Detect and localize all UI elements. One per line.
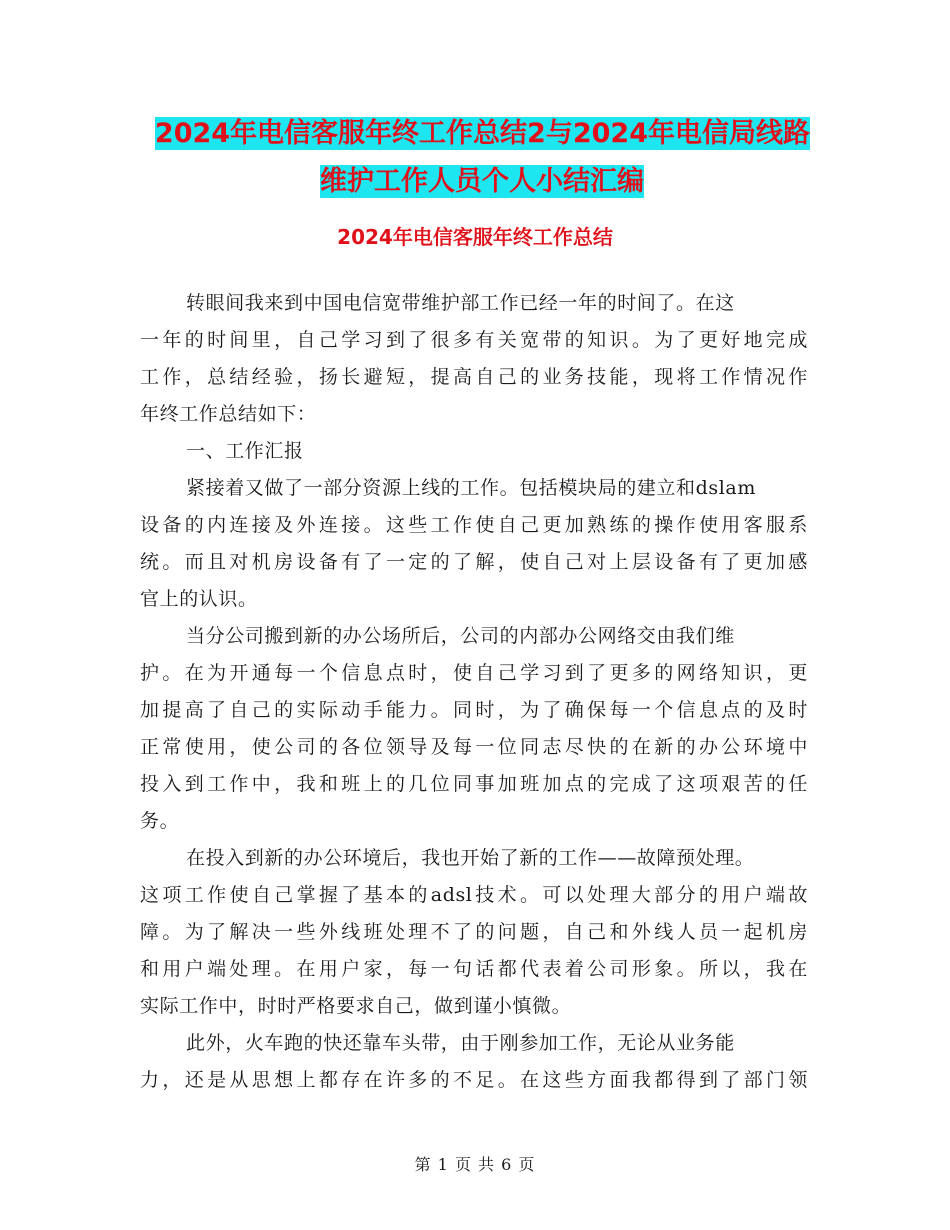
document-title bbox=[140, 112, 810, 204]
text-line: 此外，火车跑的快还靠车头带，由于刚参加工作，无论从业务能 bbox=[186, 1032, 735, 1054]
text-line: 投入到工作中，我和班上的几位同事加班加点的完成了这项艰苦的任 bbox=[140, 773, 808, 795]
text-line: 一年的时间里，自己学习到了很多有关宽带的知识。为了更好地完成 bbox=[140, 329, 808, 351]
text-line: 这项工作使自己掌握了基本的adsl技术。可以处理大部分的用户端故 bbox=[140, 884, 808, 906]
text-line: 实际工作中，时时严格要求自己，做到谨小慎微。 bbox=[140, 995, 572, 1017]
title-line-1: 2024年电信客服年终工作总结2与2024年电信局线路 bbox=[154, 118, 810, 149]
text-line: 护。在为开通每一个信息点时，使自己学习到了更多的网络知识，更 bbox=[140, 662, 808, 684]
text-line: 障。为了解决一些外线班处理不了的问题，自己和外线人员一起机房 bbox=[140, 921, 808, 943]
section-title: 2024年电信客服年终工作总结 bbox=[337, 225, 613, 249]
document-body bbox=[140, 285, 808, 1099]
text-line: 紧接着又做了一部分资源上线的工作。包括模块局的建立和dslam bbox=[186, 477, 756, 499]
text-line: 一、工作汇报 bbox=[186, 440, 304, 462]
text-line: 设备的内连接及外连接。这些工作使自己更加熟练的操作使用客服系 bbox=[140, 514, 808, 536]
page-footer: 第 1 页 共 6 页 bbox=[414, 1155, 536, 1174]
text-line: 官上的认识。 bbox=[140, 588, 258, 610]
title-line-2: 维护工作人员个人小结汇编 bbox=[320, 166, 644, 197]
text-line: 务。 bbox=[140, 810, 180, 832]
text-line: 年终工作总结如下： bbox=[140, 403, 317, 425]
text-line: 在投入到新的办公环境后，我也开始了新的工作——故障预处理。 bbox=[186, 847, 755, 869]
text-line: 统。而且对机房设备有了一定的了解，使自己对上层设备有了更加感 bbox=[140, 551, 808, 573]
text-line: 正常使用，使公司的各位领导及每一位同志尽快的在新的办公环境中 bbox=[140, 736, 808, 758]
text-line: 转眼间我来到中国电信宽带维护部工作已经一年的时间了。在这 bbox=[186, 292, 735, 314]
text-line: 当分公司搬到新的办公场所后，公司的内部办公网络交由我们维 bbox=[186, 625, 735, 647]
text-line: 和用户端处理。在用户家，每一句话都代表着公司形象。所以，我在 bbox=[140, 958, 808, 980]
text-line: 力，还是从思想上都存在许多的不足。在这些方面我都得到了部门领 bbox=[140, 1069, 808, 1091]
text-line: 工作，总结经验，扬长避短，提高自己的业务技能，现将工作情况作 bbox=[140, 366, 808, 388]
text-line: 加提高了自己的实际动手能力。同时，为了确保每一个信息点的及时 bbox=[140, 699, 808, 721]
